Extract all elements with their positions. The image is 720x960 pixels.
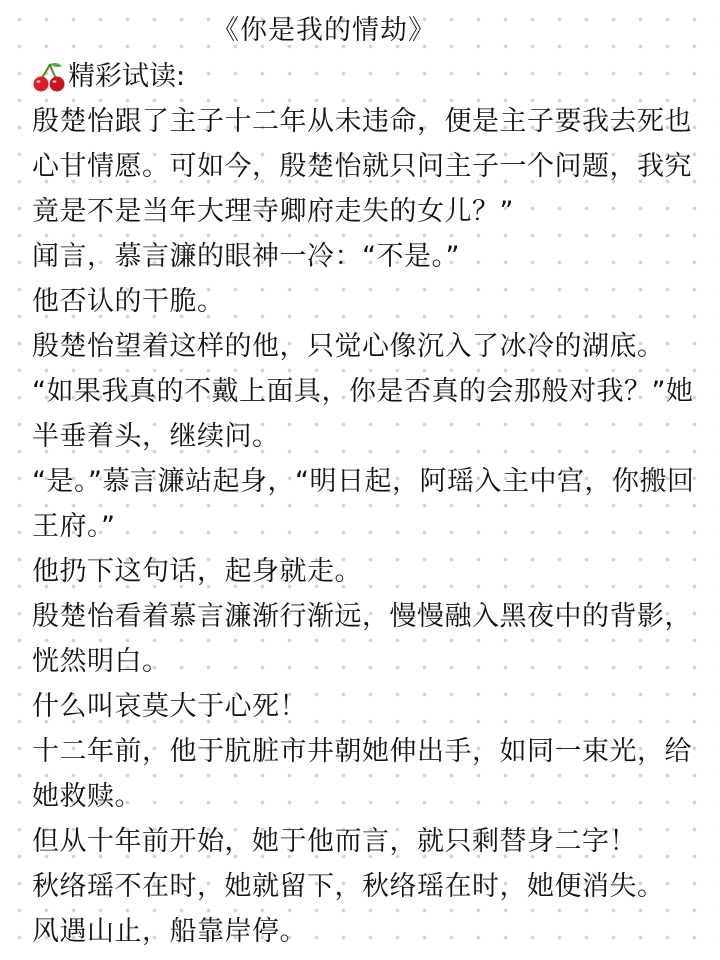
paragraph: “如果我真的不戴上面具，你是否真的会那般对我？”她半垂着头，继续问。: [32, 376, 694, 452]
paragraph: 殷楚怡看着慕言濂渐行渐远，慢慢融入黑夜中的背影，恍然明白。: [32, 601, 692, 677]
section-header: [32, 54, 702, 99]
paragraph: 闻言，慕言濂的眼神一冷：“不是。”: [32, 241, 460, 272]
paragraph: 十二年前，他于肮脏市井朝她伸出手，如同一束光，给她救赎。: [32, 736, 692, 812]
paragraph: 殷楚怡望着这样的他，只觉心像沉入了冰冷的湖底。: [32, 331, 665, 362]
paragraph: 风遇山止，船靠岸停。: [32, 916, 307, 947]
section-header-label: 精彩试读:: [68, 61, 186, 92]
book-title: 《你是我的情劫》: [212, 15, 436, 46]
paragraph: 殷楚怡跟了主子十二年从未违命，便是主子要我去死也心甘情愿。可如今，殷楚怡就只问主子一个问题，我究竟是不是当年大理寺卿府走失的女儿？”: [32, 106, 692, 227]
paragraph: “是。”慕言濂站起身，“明日起，阿瑶入主中宫，你搬回王府。”: [32, 466, 695, 542]
excerpt-body: [32, 99, 702, 954]
cherry-icon: [32, 61, 66, 93]
paragraph: 什么叫哀莫大于心死！: [32, 691, 307, 722]
paragraph: 他否认的干脆。: [32, 286, 225, 317]
paragraph: 他扔下这句话，起身就走。: [32, 556, 362, 587]
paragraph: 秋络瑶不在时，她就留下，秋络瑶在时，她便消失。: [32, 871, 665, 902]
paragraph: 但从十年前开始，她于他而言，就只剩替身二字！: [32, 826, 637, 857]
